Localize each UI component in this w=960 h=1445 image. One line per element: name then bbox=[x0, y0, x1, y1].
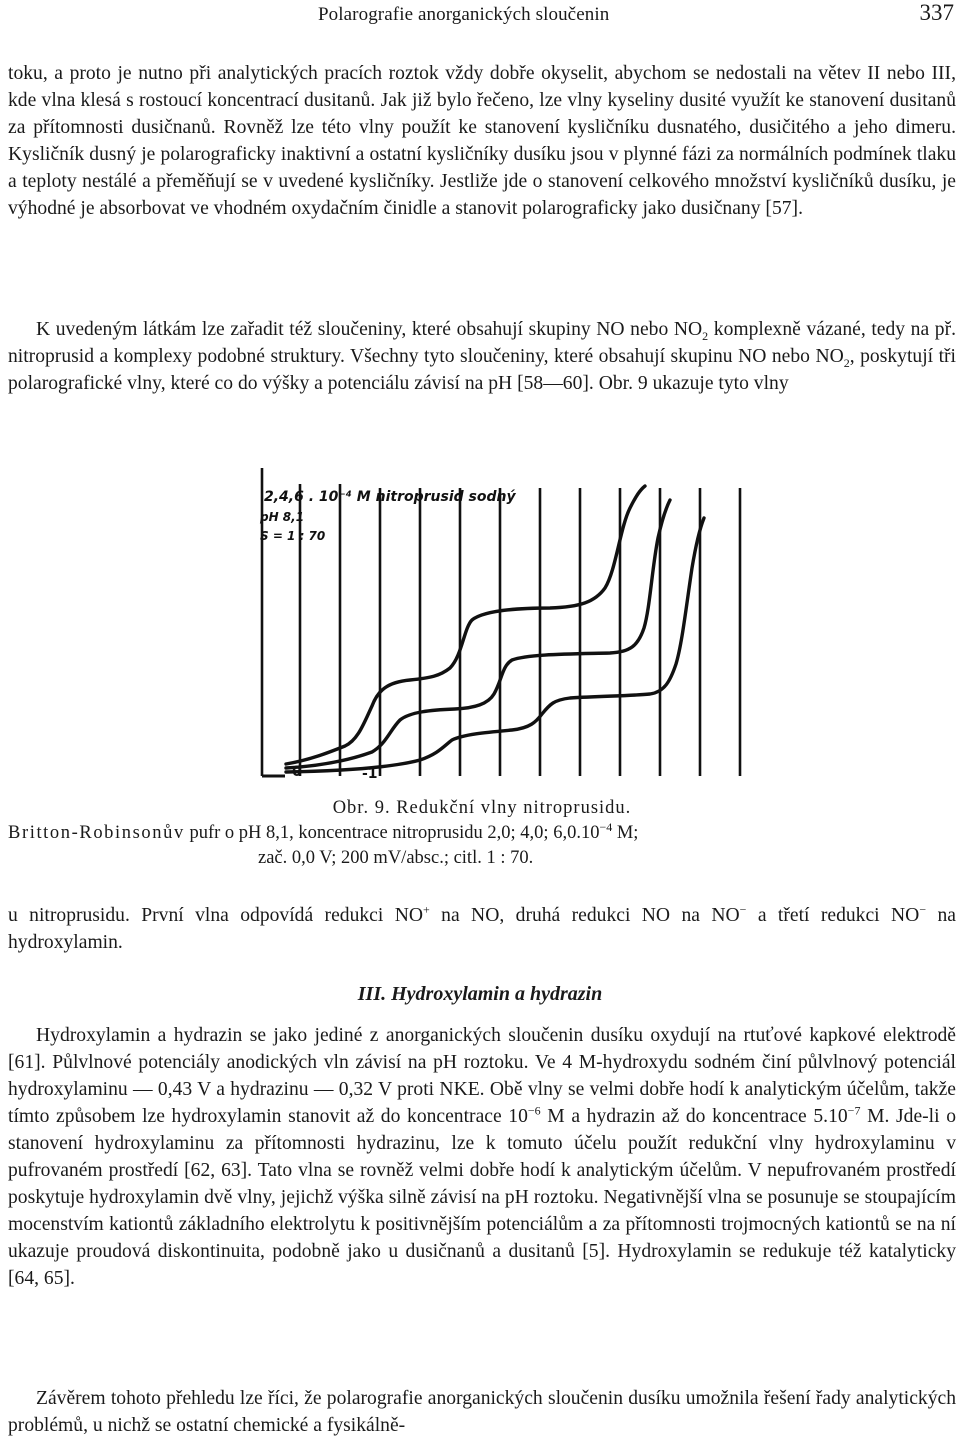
text-run: M a hydrazin až do koncentrace 5.10 bbox=[540, 1106, 848, 1127]
polarogram-figure bbox=[250, 468, 760, 790]
superscript: − bbox=[919, 902, 927, 917]
caption-line-1 bbox=[8, 821, 956, 846]
caption-author: Britton-Robinsonův bbox=[8, 823, 185, 843]
running-title: Polarografie anorganických sloučenin bbox=[318, 4, 610, 25]
text-run: Hydroxylamin a hydrazin se jako jediné z anorganických sloučenin dusíku oxydují na rtuťové kapkové elektrodě [61]. Půlvlnové potenciály anodických vln závisí na pH roztoku. Ve 4 M-hydroxydu sodném činí půlvlnový potenciál hydroxylaminu — 0,43 V a hydrazinu — 0,32 V proti NKE. Obě vlny se velmi dobře hodí k analytickým účelům, takže tímto způsobem lze hydroxylamin stanovit až do koncentrace 10 bbox=[8, 1025, 956, 1127]
figure-caption bbox=[8, 796, 956, 871]
paragraph-nitrite-oxides: toku, a proto je nutno při analytických pracích roztok vždy dobře okyselit, abychom se nedostali na větev II nebo III, kde vlna klesá s rostoucí koncentrací dusitanů. Jak již bylo řečeno, lze vlny kyseliny dusité využít ke stanovení dusitanů za přítomnosti dusičnanů. Rovněž lze této vlny použít ke stanovení kysličníku dusnatého, dusičitého a jeho dimeru. Kysličník dusný je polarograficky inaktivní a ostatní kysličníky dusíku jsou v plynné fázi za normálních podmínek tlaku a teploty nestálé a přeměňují se v uvedené kysličníky. Jestliže jde o stanovení celkového množství kysličníků dusíku, je výhodné je absorbovat ve vhodném oxydačním činidle a stanovit polarograficky jako dusičnany [57]. bbox=[8, 63, 956, 219]
caption-unit: M; bbox=[612, 823, 639, 843]
section-heading: III. Hydroxylamin a hydrazin bbox=[357, 983, 603, 1005]
superscript: −6 bbox=[527, 1103, 541, 1118]
wave-curves bbox=[286, 486, 704, 772]
caption-line-2: zač. 0,0 V; 200 mV/absc.; citl. 1 : 70. bbox=[258, 848, 534, 868]
caption-title: Obr. 9. Redukční vlny nitroprusidu. bbox=[332, 798, 632, 818]
text-run: komplexně vázané, tedy na př. nitroprusid a komplexy podobné struktury. Všechny tyto sloučeniny, které obsahují skupinu NO nebo NO bbox=[8, 319, 957, 367]
axis-mark-zero: 0 bbox=[292, 764, 302, 780]
text-run: K uvedeným látkám lze zařadit též sloučeniny, které obsahují skupiny NO nebo NO bbox=[36, 319, 703, 340]
superscript: + bbox=[423, 902, 430, 917]
superscript: −4 bbox=[599, 819, 613, 834]
superscript: −7 bbox=[847, 1103, 861, 1118]
paragraph-nitroprusside bbox=[8, 316, 956, 397]
superscript: − bbox=[739, 902, 747, 917]
annotation-concentration: 2,4,6 . 10⁻⁴ M nitroprusid sodný bbox=[264, 489, 516, 505]
text-run: na NO, druhá redukci NO na NO bbox=[429, 905, 740, 926]
paragraph-hydroxylamine bbox=[8, 1022, 956, 1292]
text-run: u nitroprusidu. První vlna odpovídá redukci NO bbox=[8, 905, 423, 926]
page-number: 337 bbox=[919, 0, 954, 25]
text-run: , poskytují tři polarografické vlny, které co do výšky a potenciálu závisí na pH [58—60]. Obr. 9 ukazuje tyto vlny bbox=[8, 346, 956, 394]
annotation-sensitivity: S = 1 : 70 bbox=[260, 529, 326, 543]
subscript: 2 bbox=[843, 355, 850, 370]
curve-low bbox=[286, 518, 704, 772]
caption-text: pufr o pH 8,1, koncentrace nitroprusidu 2,0; 4,0; 6,0.10 bbox=[184, 823, 600, 843]
subscript: 2 bbox=[702, 328, 709, 343]
annotation-ph: pH 8,1 bbox=[260, 510, 305, 524]
paragraph-wave-assignment bbox=[8, 902, 956, 956]
text-run: M. Jde-li o stanovení hydroxylaminu za přítomnosti hydrazinu, lze k tomuto účelu použít redukční vlny hydroxylaminu v pufrovaném prostředí [62, 63]. Tato vlna se rovněž velmi dobře hodí k analytickým účelům. V nepufrovaném prostředí poskytuje hydroxylamin dvě vlny, jejichž výška silně závisí na pH roztoku. Negativnější vlna se posunuje se stoupajícím mocenstvím kationtů základního elektrolytu k positivnějším potenciálům a za přítomnosti trojmocných kationtů se na ní ukazuje proudová diskontinuita, podobně jako u dusičnanů a dusitanů [5]. Hydroxylamin se redukuje též katalyticky [64, 65]. bbox=[8, 1106, 956, 1289]
text-run: a třetí redukci NO bbox=[746, 905, 920, 926]
axis-mark-minus-one: -1 bbox=[362, 766, 378, 782]
polarogram-plot bbox=[250, 468, 760, 790]
curve-mid bbox=[286, 500, 670, 768]
paragraph-conclusion: Závěrem tohoto přehledu lze říci, že polarografie anorganických sloučenin dusíku umožnila řešení řady analytických problémů, u nichž se ostatní chemické a fysikálně- bbox=[8, 1388, 956, 1436]
text-run: na hydroxylamin. bbox=[8, 905, 956, 953]
